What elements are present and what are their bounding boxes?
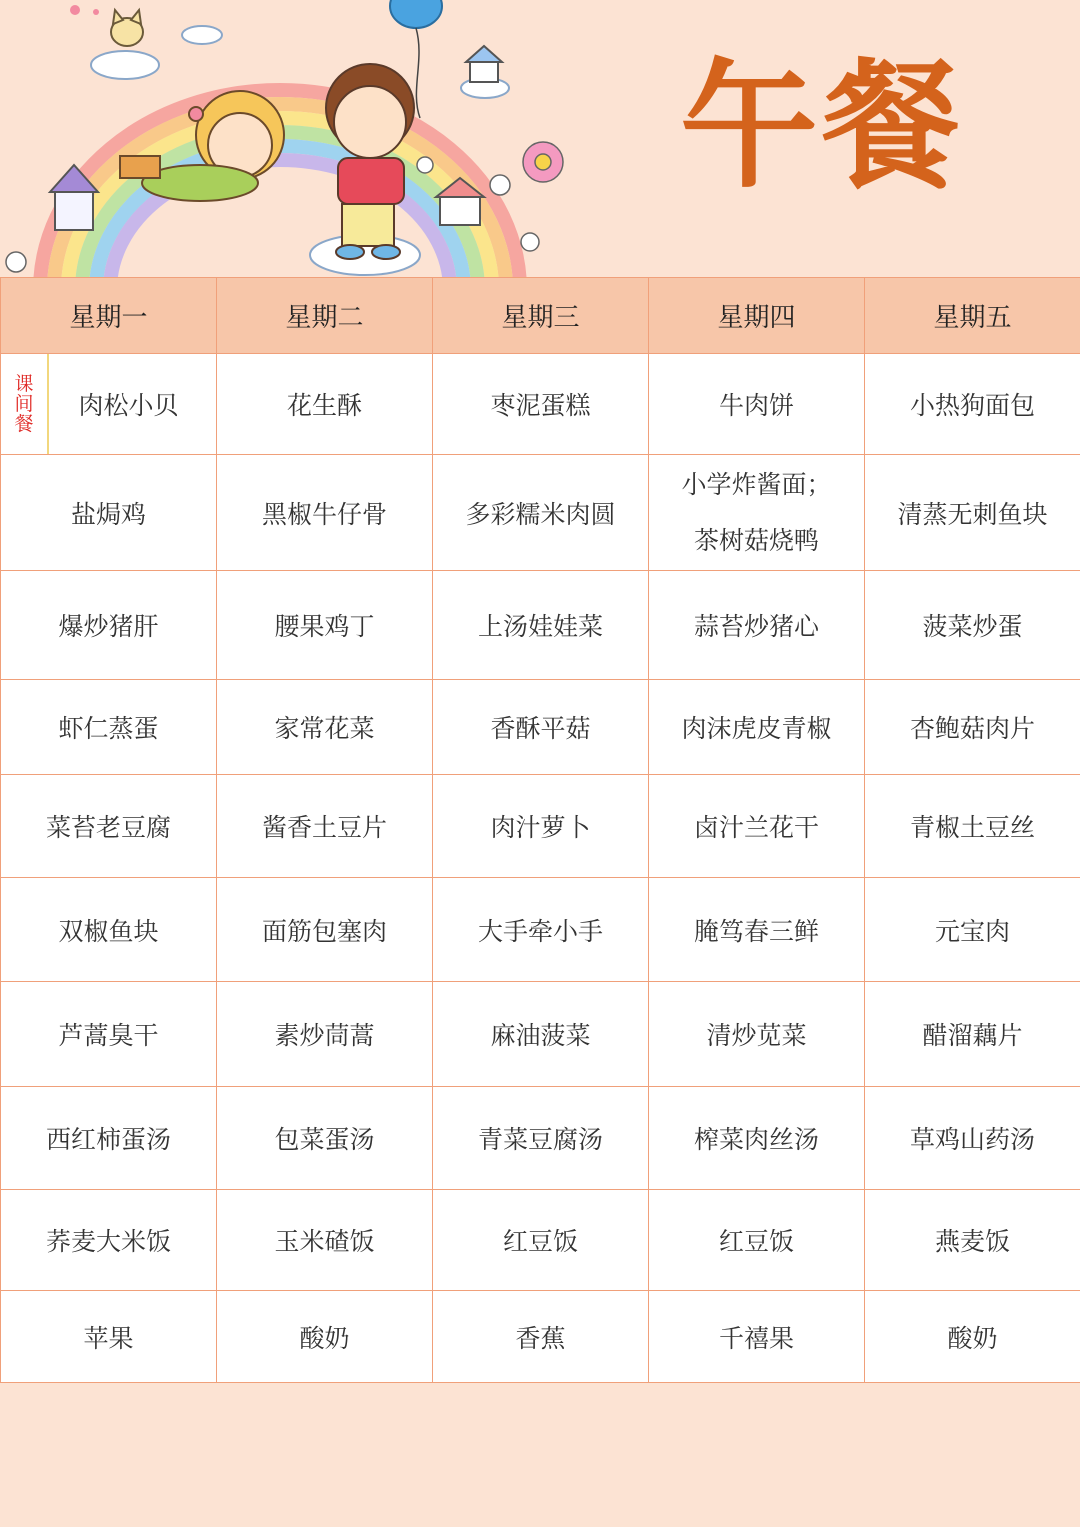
table-row <box>1 982 1080 1087</box>
menu-cell: 枣泥蛋糕 <box>433 354 649 455</box>
menu-cell: 菜苔老豆腐 <box>1 775 217 878</box>
menu-cell: 蒜苔炒猪心 <box>649 571 865 680</box>
menu-cell: 元宝肉 <box>865 878 1080 982</box>
menu-cell: 多彩糯米肉圆 <box>433 455 649 571</box>
menu-cell: 酸奶 <box>217 1291 433 1383</box>
day-header-row <box>1 278 1080 354</box>
day-header-thu: 星期四 <box>649 278 865 354</box>
menu-cell: 爆炒猪肝 <box>1 571 217 680</box>
snack-label-char: 餐 <box>14 413 34 435</box>
table-row <box>1 680 1080 775</box>
menu-cell: 包菜蛋汤 <box>217 1087 433 1190</box>
menu-cell: 上汤娃娃菜 <box>433 571 649 680</box>
menu-cell: 面筋包塞肉 <box>217 878 433 982</box>
menu-cell: 腌笃春三鲜 <box>649 878 865 982</box>
menu-item-line: 小学炸酱面； <box>681 469 832 499</box>
lunch-menu-table <box>0 277 1080 1383</box>
menu-cell: 红豆饭 <box>649 1190 865 1291</box>
menu-cell: 红豆饭 <box>433 1190 649 1291</box>
heart-icon <box>70 5 99 15</box>
menu-cell: 千禧果 <box>649 1291 865 1383</box>
day-header-tue: 星期二 <box>217 278 433 354</box>
menu-cell: 小热狗面包 <box>865 354 1080 455</box>
menu-cell: 清蒸无刺鱼块 <box>865 455 1080 571</box>
menu-cell: 青椒土豆丝 <box>865 775 1080 878</box>
page-title: 午餐 <box>680 46 965 207</box>
menu-cell: 燕麦饭 <box>865 1190 1080 1291</box>
table-row <box>1 455 1080 571</box>
menu-cell: 双椒鱼块 <box>1 878 217 982</box>
table-row <box>1 571 1080 680</box>
menu-cell: 香蕉 <box>433 1291 649 1383</box>
menu-cell: 榨菜肉丝汤 <box>649 1087 865 1190</box>
menu-cell: 花生酥 <box>217 354 433 455</box>
menu-cell: 虾仁蒸蛋 <box>1 680 217 775</box>
table-row <box>1 775 1080 878</box>
menu-cell: 黑椒牛仔骨 <box>217 455 433 571</box>
kids-rainbow-illustration <box>0 0 640 278</box>
menu-cell: 草鸡山药汤 <box>865 1087 1080 1190</box>
menu-cell: 家常花菜 <box>217 680 433 775</box>
menu-cell: 盐焗鸡 <box>1 455 217 571</box>
menu-item: 肉松小贝 <box>78 391 179 420</box>
menu-cell: 酱香土豆片 <box>217 775 433 878</box>
menu-cell: 芦蒿臭干 <box>1 982 217 1087</box>
snack-label-char: 间 <box>14 393 34 415</box>
table-row <box>1 1190 1080 1291</box>
menu-cell: 菠菜炒蛋 <box>865 571 1080 680</box>
boy-icon <box>326 64 414 259</box>
day-header-mon: 星期一 <box>1 278 217 354</box>
menu-cell: 香酥平菇 <box>433 680 649 775</box>
menu-cell: 素炒茼蒿 <box>217 982 433 1087</box>
menu-cell: 麻油菠菜 <box>433 982 649 1087</box>
menu-cell: 腰果鸡丁 <box>217 571 433 680</box>
day-header-fri: 星期五 <box>865 278 1080 354</box>
menu-cell: 肉沫虎皮青椒 <box>649 680 865 775</box>
menu-cell: 清炒苋菜 <box>649 982 865 1087</box>
table-row-snack <box>1 354 1080 455</box>
cat-icon <box>111 10 143 46</box>
day-header-wed: 星期三 <box>433 278 649 354</box>
menu-cell: 荞麦大米饭 <box>1 1190 217 1291</box>
menu-cell: 酸奶 <box>865 1291 1080 1383</box>
header-banner <box>0 0 1080 278</box>
menu-cell: 西红柿蛋汤 <box>1 1087 217 1190</box>
menu-item-line: 茶树菇烧鸭 <box>693 525 819 555</box>
menu-cell: 肉汁萝卜 <box>433 775 649 878</box>
menu-cell: 玉米碴饭 <box>217 1190 433 1291</box>
table-row <box>1 1087 1080 1190</box>
menu-cell: 杏鲍菇肉片 <box>865 680 1080 775</box>
snack-label-char: 课 <box>14 373 34 395</box>
menu-cell <box>649 455 865 571</box>
menu-cell <box>1 354 217 455</box>
snack-label <box>1 354 49 454</box>
menu-cell: 卤汁兰花干 <box>649 775 865 878</box>
menu-cell: 苹果 <box>1 1291 217 1383</box>
menu-cell: 牛肉饼 <box>649 354 865 455</box>
table-row <box>1 878 1080 982</box>
menu-cell: 大手牵小手 <box>433 878 649 982</box>
menu-cell: 青菜豆腐汤 <box>433 1087 649 1190</box>
table-row <box>1 1291 1080 1383</box>
menu-cell: 醋溜藕片 <box>865 982 1080 1087</box>
